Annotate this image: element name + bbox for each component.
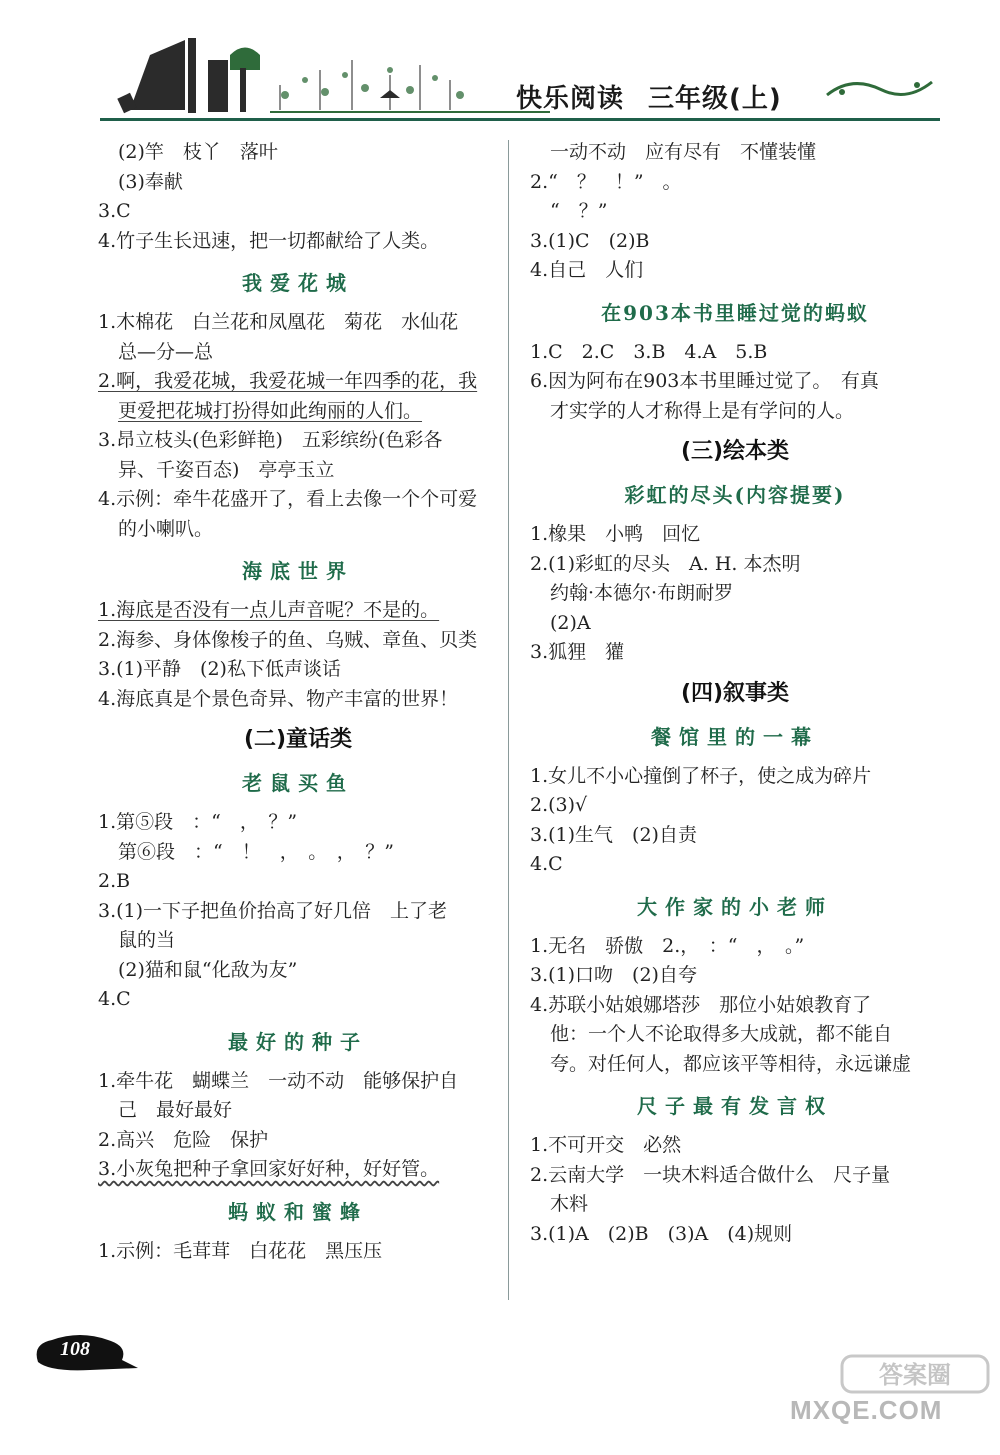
answer-line: 4.竹子生长迅速，把一切都献给了人类。 xyxy=(98,229,440,252)
article-title: 我爱花城 xyxy=(242,271,354,295)
answer-line: 2.“ ？ ！” 。 xyxy=(530,170,682,193)
answer-line: “ ？” xyxy=(550,200,608,222)
header-illustration xyxy=(90,0,570,125)
article-title: 最好的种子 xyxy=(228,1029,368,1054)
answer-line: 木料 xyxy=(550,1193,589,1215)
right-column xyxy=(530,138,940,1249)
answer-line: 3.(1)一下子把鱼价抬高了好几倍 上了老 xyxy=(98,899,448,922)
answer-line: 一动不动 应有尽有 不懂装懂 xyxy=(550,141,817,163)
article-title: 老鼠买鱼 xyxy=(242,771,354,795)
section-heading: (四)叙事类 xyxy=(680,680,790,706)
answer-line: 2.(3)√ xyxy=(530,794,588,816)
article-title: 在903本书里睡过觉的蚂蚁 xyxy=(601,300,869,325)
answer-line: 4.苏联小姑娘娜塔莎 那位小姑娘教育了 xyxy=(530,993,872,1016)
header-rule xyxy=(100,118,940,121)
watermark-text: MXQE.COM xyxy=(790,1395,943,1425)
svg-text:答案圈: 答案圈 xyxy=(879,1361,951,1389)
section-heading: (三)绘本类 xyxy=(680,439,790,464)
watermark-logo xyxy=(840,1352,990,1396)
header-ornament xyxy=(822,70,942,110)
answer-line: (2)竿 枝丫 落叶 xyxy=(118,141,278,163)
answer-line xyxy=(98,596,498,626)
answer-line: 异、千姿百态) 亭亭玉立 xyxy=(118,458,335,481)
answer-line: 3.C xyxy=(98,200,131,222)
answer-line: 2.云南大学 一块木料适合做什么 尺子量 xyxy=(530,1163,891,1186)
answer-line: 3.(1)生气 (2)自责 xyxy=(530,823,697,846)
answer-line: 2.B xyxy=(98,870,131,892)
answer-line: 约翰·本德尔·布朗耐罗 xyxy=(550,582,734,604)
answer-line xyxy=(98,367,498,397)
answer-line: 的小喇叭。 xyxy=(118,517,214,540)
answer-line: 1.C 2.C 3.B 4.A 5.B xyxy=(530,340,768,363)
answer-line: 3.(1)A (2)B (3)A (4)规则 xyxy=(530,1222,793,1245)
left-column xyxy=(98,138,498,1266)
underlined-answer: 1.海底是否没有一点儿声音呢？不是的。 xyxy=(98,599,440,621)
answer-line: 3.(1)C (2)B xyxy=(530,229,650,252)
page-header xyxy=(0,0,1000,130)
column-divider xyxy=(508,140,509,1300)
answer-line: 1.牵牛花 蝴蝶兰 一动不动 能够保护自 xyxy=(98,1069,459,1092)
grade-label: 三年级(上) xyxy=(648,84,782,114)
answer-line: (3)奉献 xyxy=(118,170,183,193)
answer-line: 2.海参、身体像梭子的鱼、乌贼、章鱼、贝类 xyxy=(98,628,478,651)
page-number: 108 xyxy=(60,1338,90,1360)
answer-line: 1.示例：毛茸茸 白花花 黑压压 xyxy=(98,1239,383,1262)
answer-line: 4.C xyxy=(98,988,131,1010)
answer-line: 1.木棉花 白兰花和凤凰花 菊花 水仙花 xyxy=(98,311,459,333)
article-title: 大作家的小老师 xyxy=(637,894,833,919)
article-title: 餐馆里的一幕 xyxy=(651,724,819,749)
answer-line: 1.第⑤段 ：“ ， ？” xyxy=(98,811,298,833)
answer-line: 总—分—总 xyxy=(118,340,214,363)
answer-line: 2.(1)彩虹的尽头 A. H. 本杰明 xyxy=(530,552,801,575)
answer-line: 才实学的人才称得上是有学问的人。 xyxy=(550,399,855,422)
underlined-answer: 2.啊，我爱花城，我爱花城一年四季的花，我 xyxy=(98,370,478,392)
answer-line: 4.示例：牵牛花盛开了，看上去像一个个可爱 xyxy=(98,488,478,510)
answer-line: 1.橡果 小鸭 回忆 xyxy=(530,523,701,545)
answer-line: 第⑥段 ：“ ！ ， 。 ， ？” xyxy=(118,840,394,863)
answer-line: 鼠的当 xyxy=(118,929,176,951)
answer-line xyxy=(98,397,498,427)
answer-line: 3.(1)平静 (2)私下低声谈话 xyxy=(98,658,341,680)
answer-line: 4.自己 人们 xyxy=(530,259,644,281)
answer-line: 他：一个人不论取得多大成就，都不能自 xyxy=(550,1023,893,1045)
underlined-answer: 更爱把花城打扮得如此绚丽的人们。 xyxy=(118,399,423,422)
answer-line: 3.昂立枝头(色彩鲜艳) 五彩缤纷(色彩各 xyxy=(98,429,443,451)
answer-line xyxy=(98,1155,498,1185)
section-heading: (二)童话类 xyxy=(243,727,353,752)
header-title xyxy=(516,78,806,115)
answer-line: 1.女儿不小心撞倒了杯子，使之成为碎片 xyxy=(530,764,872,787)
answer-line: 夸。对任何人，都应该平等相待，永远谦虚 xyxy=(550,1052,912,1075)
answer-line: 己 最好最好 xyxy=(118,1099,233,1121)
article-title: 彩虹的尽头(内容提要) xyxy=(624,483,846,507)
answer-line: 3.狐狸 獾 xyxy=(530,641,625,663)
answer-line: 2.高兴 危险 保护 xyxy=(98,1128,269,1151)
article-title: 海底世界 xyxy=(242,559,354,583)
answer-line: 4.海底真是个景色奇异、物产丰富的世界！ xyxy=(98,687,459,710)
answer-line: 3.(1)口吻 (2)自夸 xyxy=(530,964,697,986)
answer-line: (2)猫和鼠“化敌为友” xyxy=(118,958,298,981)
article-title: 蚂蚁和蜜蜂 xyxy=(228,1199,368,1224)
wavy-underlined-answer: 3.小灰兔把种子拿回家好好种，好好管。 xyxy=(98,1158,440,1180)
answer-line: 6.因为阿布在903本书里睡过觉了。 有真 xyxy=(530,370,879,392)
article-title: 尺子最有发言权 xyxy=(637,1094,833,1118)
answer-line: 4.C xyxy=(530,853,563,875)
page-number-badge xyxy=(30,1332,140,1372)
book-title: 快乐阅读 xyxy=(516,84,625,114)
answer-line: 1.不可开交 必然 xyxy=(530,1134,682,1156)
answer-line: (2)A xyxy=(550,611,591,634)
answer-line: 1.无名 骄傲 2.， ：“ ， 。” xyxy=(530,934,805,957)
